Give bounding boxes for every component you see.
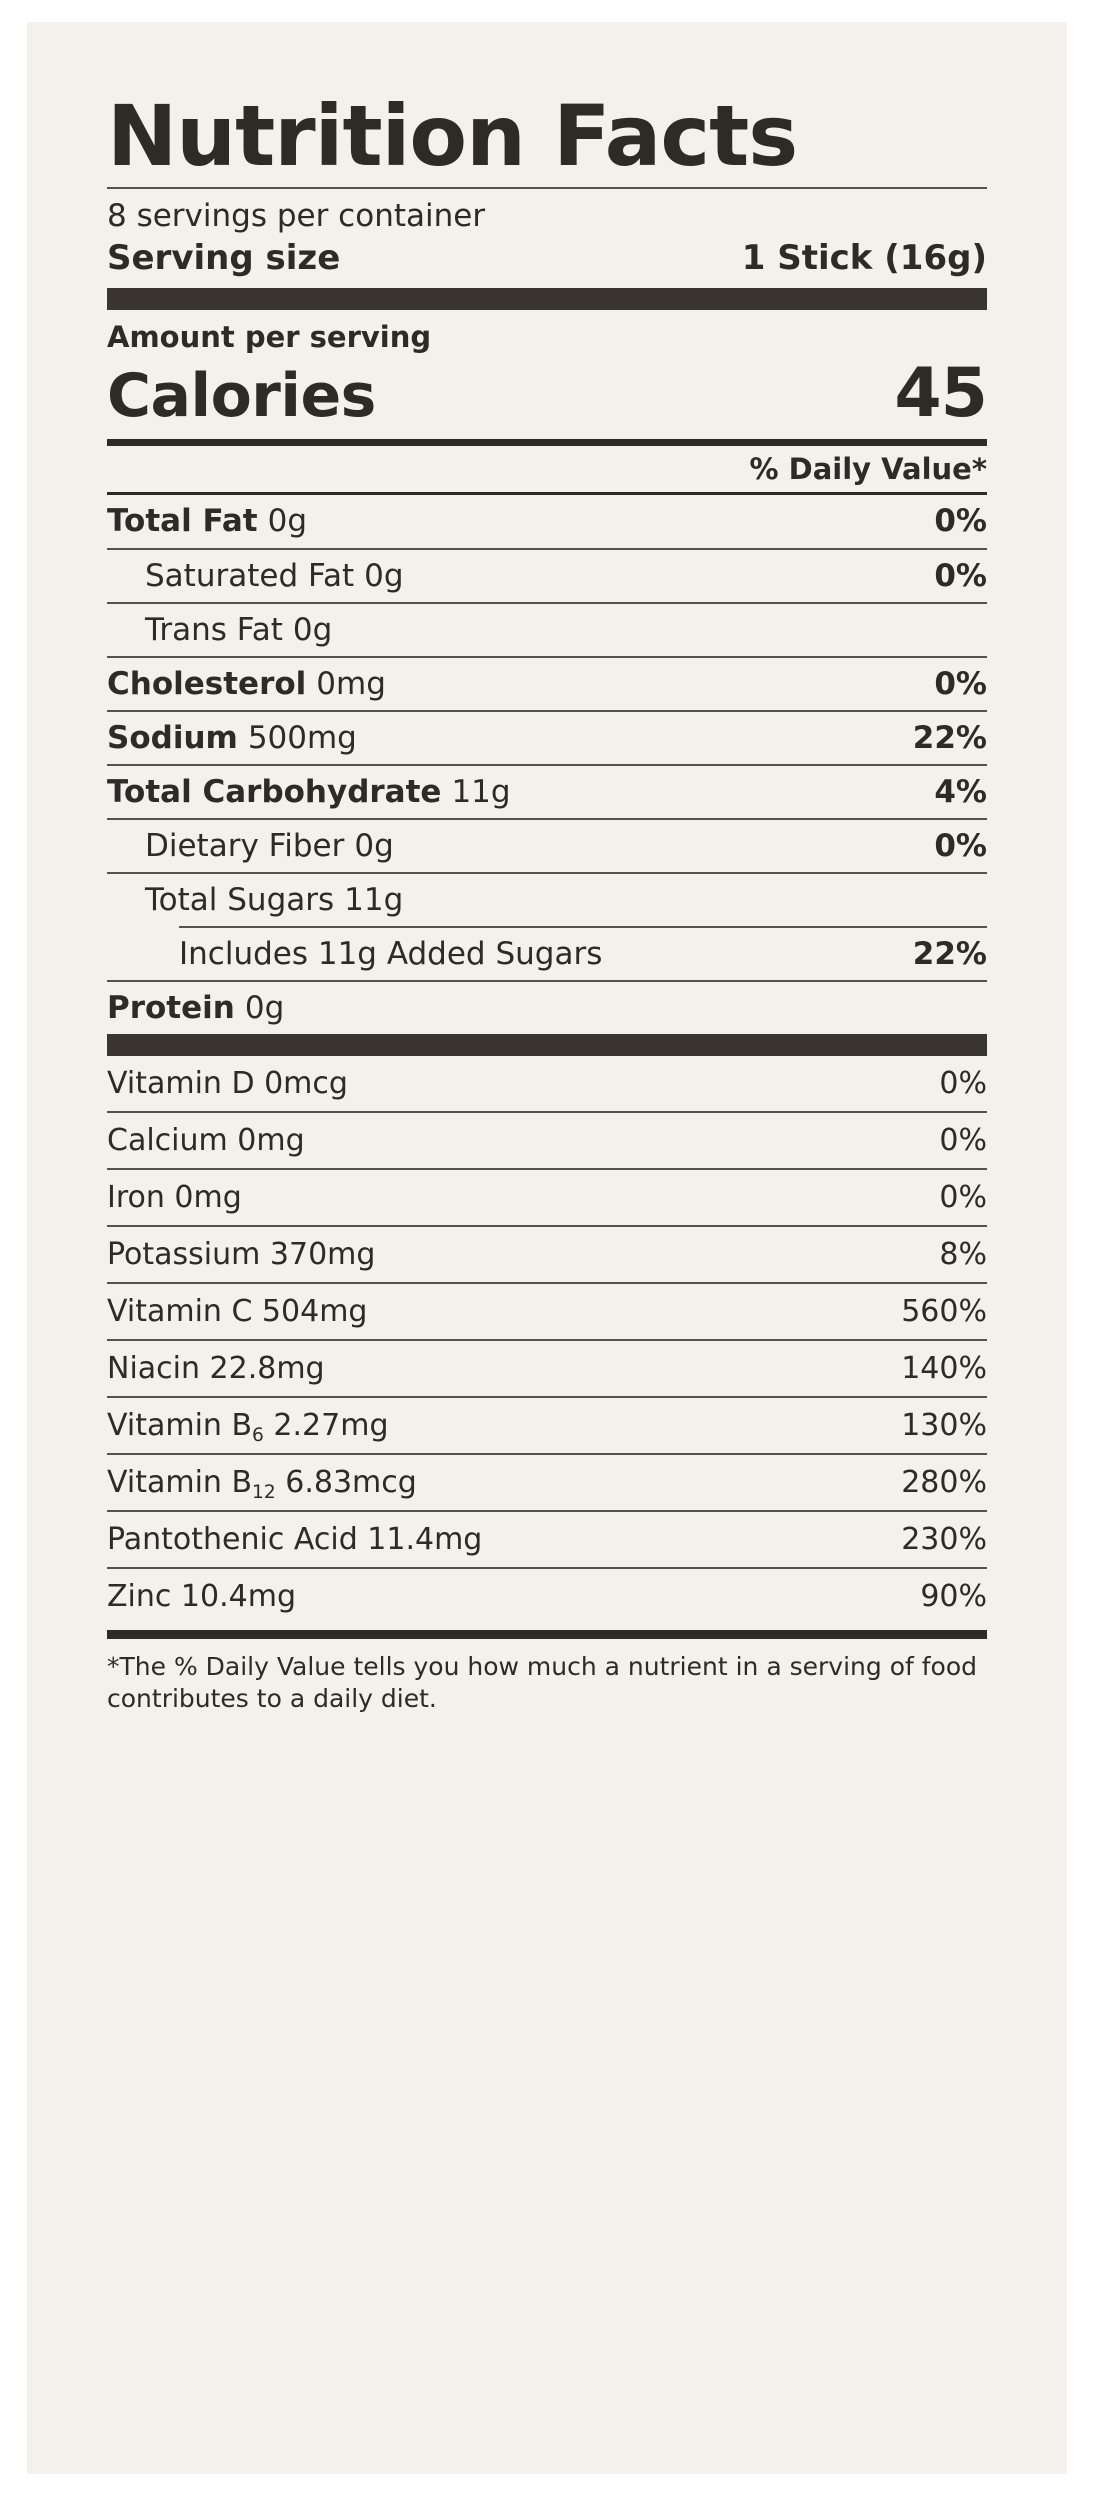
vitamin-row-potassium — [107, 1227, 987, 1282]
nutrient-row-sodium — [107, 712, 987, 764]
calories-value: 45 — [894, 354, 987, 434]
vitamin-row-vitamin-b6 — [107, 1398, 987, 1453]
calories-divider — [107, 439, 987, 446]
nutrient-dv: 0% — [934, 828, 987, 864]
calories-row — [107, 354, 987, 439]
vitamin-dv: 90% — [920, 1579, 987, 1615]
nutrient-row-dietary-fiber — [107, 820, 987, 872]
serving-size-row — [107, 236, 987, 288]
vitamin-name: Vitamin D 0mcg — [107, 1066, 348, 1102]
vitamin-amount: 2.27mg — [263, 1408, 389, 1444]
nutrient-amount: 0g — [292, 611, 333, 648]
vitamin-name: Niacin 22.8mg — [107, 1351, 325, 1387]
amount-per-serving-label: Amount per serving — [107, 320, 432, 355]
nutrient-amount: 500mg — [247, 719, 357, 756]
calories-label: Calories — [107, 361, 376, 432]
vitamin-name: Pantothenic Acid 11.4mg — [107, 1522, 483, 1558]
nutrient-row-trans-fat — [107, 604, 987, 656]
vitamin-name-base: Vitamin B — [107, 1408, 253, 1444]
nutrient-row-added-sugars — [107, 928, 987, 980]
page-title: Nutrition Facts — [107, 87, 798, 185]
vitamin-dv: 230% — [901, 1522, 987, 1558]
serving-size-label: Serving size — [107, 238, 341, 279]
vitamin-dv: 0% — [939, 1123, 987, 1159]
vitamin-dv: 0% — [939, 1066, 987, 1102]
vitamin-dv: 8% — [939, 1237, 987, 1273]
vitamin-name: Vitamin C 504mg — [107, 1294, 368, 1330]
serving-size-value: 1 Stick (16g) — [741, 238, 987, 279]
nutrient-row-protein — [107, 982, 987, 1034]
daily-value-header: % Daily Value* — [749, 452, 987, 487]
vitamin-row-calcium — [107, 1113, 987, 1168]
nutrient-dv: 4% — [934, 773, 987, 810]
vitamin-name: Calcium 0mg — [107, 1123, 305, 1159]
nutrient-dv: 0% — [934, 503, 987, 540]
thick-divider-top — [107, 288, 987, 310]
vitamin-dv: 560% — [901, 1294, 987, 1330]
nutrient-name: Total Carbohydrate — [107, 773, 442, 810]
vitamin-row-zinc — [107, 1569, 987, 1624]
nutrient-name: Dietary Fiber — [145, 828, 345, 864]
nutrient-amount: 11g — [344, 882, 404, 919]
nutrient-row-total-sugars — [107, 874, 987, 926]
nutrient-name: Saturated Fat — [145, 557, 355, 594]
nutrient-amount: 0g — [364, 557, 404, 594]
vitamin-row-vitamin-d — [107, 1056, 987, 1111]
vitamin-name — [107, 1465, 417, 1503]
nutrient-name: Total Sugars — [145, 882, 335, 919]
nutrient-amount: 0g — [267, 503, 307, 540]
daily-value-footnote: *The % Daily Value tells you how much a nutrient in a serving of food contributes to a daily diet. — [107, 1652, 977, 1714]
vitamin-name: Potassium 370mg — [107, 1237, 376, 1273]
vitamin-name — [107, 1408, 389, 1446]
nutrient-row-cholesterol — [107, 658, 987, 710]
vitamin-name-base: Vitamin B — [107, 1465, 253, 1501]
vitamin-row-niacin — [107, 1341, 987, 1396]
vitamin-row-pantothenic-acid — [107, 1512, 987, 1567]
vitamin-dv: 280% — [901, 1465, 987, 1501]
nutrient-amount: 11g — [451, 773, 511, 810]
vitamin-name-subscript: 6 — [252, 1424, 264, 1446]
vitamin-name-subscript: 12 — [252, 1481, 276, 1503]
vitamin-dv: 130% — [901, 1408, 987, 1444]
nutrient-row-total-carbohydrate — [107, 766, 987, 818]
nutrient-name: Cholesterol — [107, 665, 307, 702]
vitamin-dv: 0% — [939, 1180, 987, 1216]
nutrient-name: Trans Fat — [145, 611, 283, 648]
nutrient-amount: 0g — [244, 990, 285, 1027]
nutrition-facts-panel — [27, 22, 1067, 2474]
nutrient-dv: 22% — [912, 719, 987, 756]
vitamin-amount: 6.83mcg — [275, 1465, 417, 1501]
nutrient-dv: 0% — [934, 665, 987, 702]
nutrient-dv: 0% — [934, 557, 987, 594]
nutrient-amount: 0mg — [316, 665, 386, 702]
nutrient-dv: 22% — [912, 936, 987, 973]
nutrient-name: Includes 11g Added Sugars — [179, 936, 603, 973]
vitamin-name: Zinc 10.4mg — [107, 1579, 296, 1615]
vitamin-dv: 140% — [901, 1351, 987, 1387]
nutrient-name: Protein — [107, 990, 235, 1027]
vitamin-name: Iron 0mg — [107, 1180, 242, 1216]
thick-divider-vitamins — [107, 1034, 987, 1056]
nutrient-name: Total Fat — [107, 503, 258, 540]
vitamin-row-vitamin-c — [107, 1284, 987, 1339]
nutrient-row-saturated-fat — [107, 550, 987, 602]
vitamin-row-iron — [107, 1170, 987, 1225]
nutrition-facts-content — [107, 87, 987, 1715]
nutrient-name: Sodium — [107, 719, 238, 756]
footnote-divider — [107, 1630, 987, 1639]
nutrient-amount: 0g — [354, 828, 394, 864]
servings-per-container: 8 servings per container — [107, 197, 486, 234]
nutrient-row-total-fat — [107, 495, 987, 547]
vitamin-row-vitamin-b12 — [107, 1455, 987, 1510]
